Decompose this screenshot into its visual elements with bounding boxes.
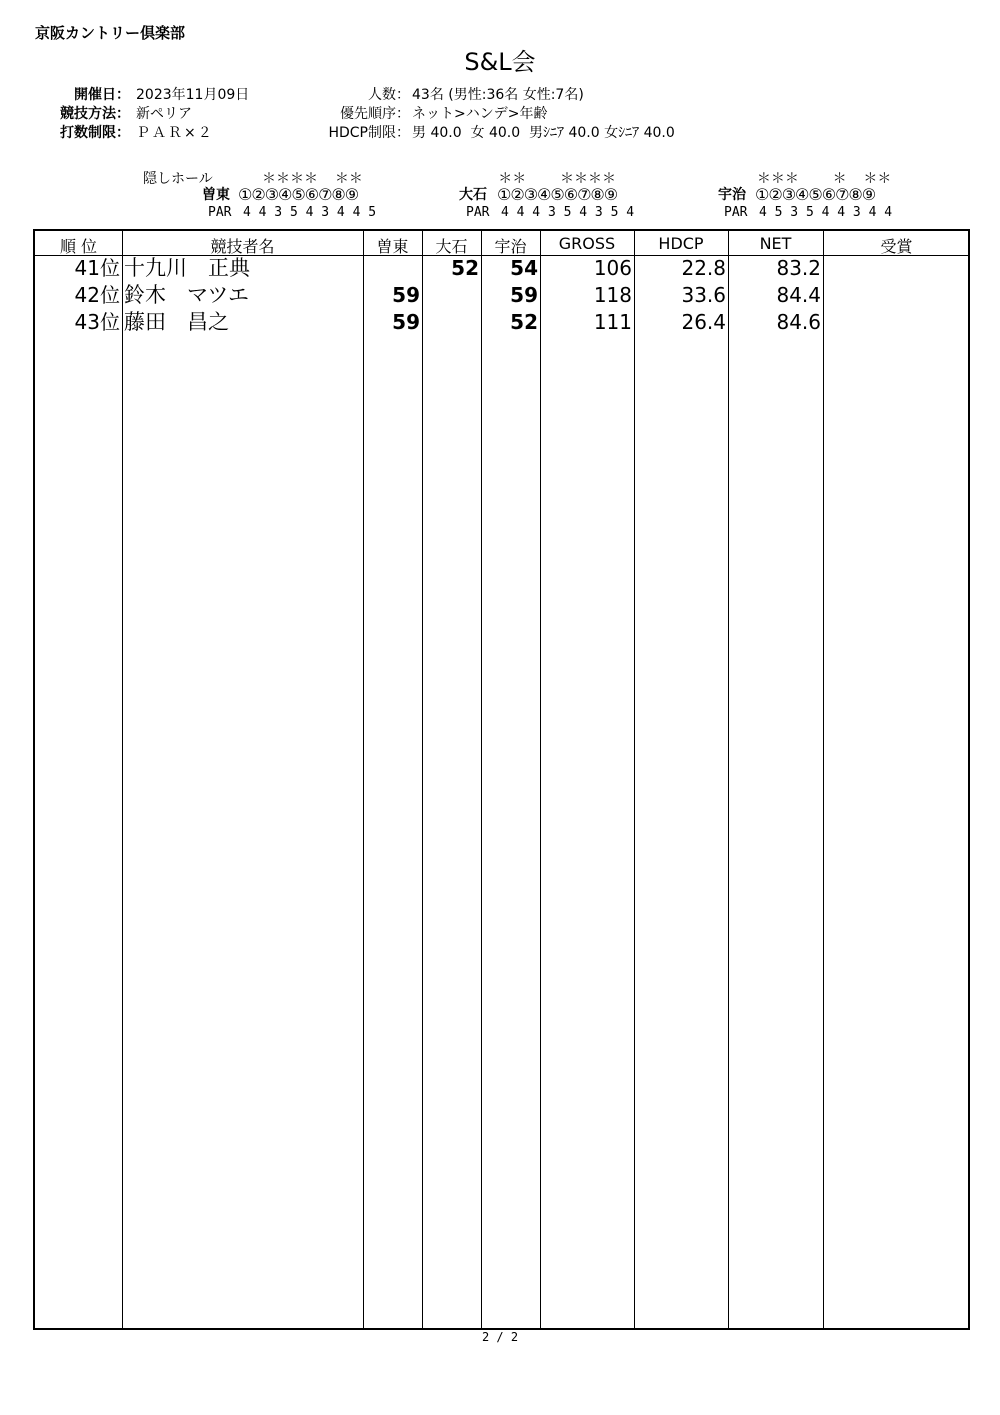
course-3-par: 4 5 3 5 4 4 3 4 4 [759,205,893,220]
count-label: 人数： [368,87,410,103]
player-name-cell: 鈴木 マツエ [124,283,249,307]
course-3-par-label: PAR [724,205,748,220]
hdcp-limit-value: 男 40.0 女 40.0 男ｼﾆｱ 40.0 女ｼﾆｱ 40.0 [412,125,675,141]
course-3-name: 宇治 [718,187,746,203]
column-divider [634,231,635,1328]
limit-label: 打数制限： [60,125,130,141]
date-value: 2023年11月09日 [136,87,250,103]
column-divider [728,231,729,1328]
course-2-stars: ＊＊ ＊＊＊＊ [473,171,617,187]
gross-cell: 111 [593,310,632,334]
rank-cell: 42位 [74,283,120,307]
table-row [35,255,968,282]
column-divider [540,231,541,1328]
course-1-name: 曽東 [202,187,230,203]
hdcp-cell: 33.6 [681,283,726,307]
hdcp-cell: 22.8 [681,256,726,280]
player-name-cell: 藤田 昌之 [124,310,229,334]
col-header-hdcp: HDCP [658,234,704,253]
col-header-player: 競技者名 [210,237,275,256]
uji-score-cell: 54 [510,256,538,280]
col-header-ooishi: 大石 [435,237,468,256]
col-header-rank: 順 位 [59,237,98,256]
priority-label: 優先順序： [340,106,410,122]
club-name: 京阪カントリー倶楽部 [35,24,186,42]
course-2-name: 大石 [459,187,487,203]
hdcp-limit-label: HDCP制限： [328,125,410,141]
gross-cell: 118 [593,283,632,307]
uji-score-cell: 59 [510,283,538,307]
sotou-score-cell: 59 [392,283,420,307]
course-1-stars: ＊＊＊＊ ＊＊ [262,171,363,187]
course-2-par-label: PAR [466,205,490,220]
col-header-gross: GROSS [558,234,616,253]
sotou-score-cell: 59 [392,310,420,334]
column-divider [363,231,364,1328]
course-3-holes: ①②③④⑤⑥⑦⑧⑨ [755,185,876,204]
rank-cell: 43位 [74,310,120,334]
column-divider [422,231,423,1328]
column-divider [823,231,824,1328]
count-value: 43名 (男性:36名 女性:7名) [412,87,584,103]
col-header-uji: 宇治 [494,237,527,256]
ooishi-score-cell: 52 [451,256,479,280]
rank-cell: 41位 [74,256,120,280]
col-header-award: 受賞 [880,237,913,256]
course-2-par: 4 4 4 3 5 4 3 5 4 [501,205,635,220]
results-table [33,229,970,1330]
course-1-holes: ①②③④⑤⑥⑦⑧⑨ [238,185,359,204]
net-cell: 83.2 [776,256,821,280]
col-header-net: NET [759,234,792,253]
net-cell: 84.6 [776,310,821,334]
gross-cell: 106 [593,256,632,280]
net-cell: 84.4 [776,283,821,307]
column-divider [481,231,482,1328]
page-title: S&L会 [464,48,536,76]
table-row [35,309,968,336]
col-header-sotou: 曽東 [376,237,409,256]
method-value: 新ペリア [136,106,192,122]
column-divider [122,231,123,1328]
date-label: 開催日： [74,87,130,103]
page-indicator: 2 / 2 [481,1330,519,1344]
course-1-par-label: PAR [208,205,232,220]
uji-score-cell: 52 [510,310,538,334]
priority-value: ネット>ハンデ>年齢 [412,106,548,122]
hidden-holes-label: 隠しホール [143,171,213,187]
method-label: 競技方法： [60,106,130,122]
course-3-stars: ＊＊＊ ＊ ＊＊ [740,171,892,187]
limit-value: ＰＡＲ×２ [136,125,214,141]
table-row [35,282,968,309]
course-2-holes: ①②③④⑤⑥⑦⑧⑨ [497,185,618,204]
course-1-par: 4 4 3 5 4 3 4 4 5 [243,205,377,220]
player-name-cell: 十九川 正典 [124,256,250,280]
hdcp-cell: 26.4 [681,310,726,334]
